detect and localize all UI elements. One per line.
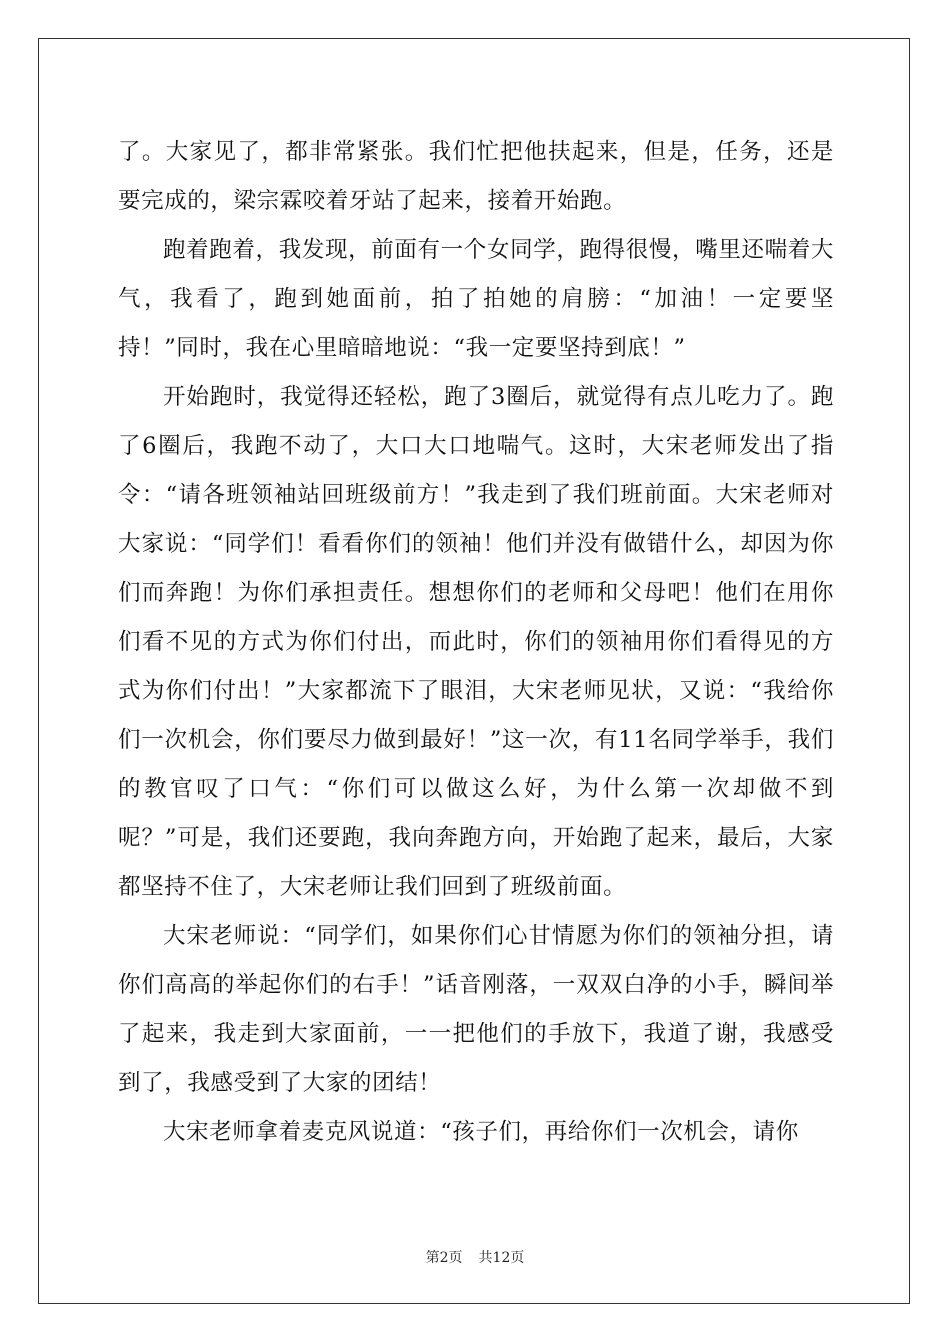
page-number: 第2页 [425,1250,463,1266]
paragraph-2: 跑着跑着，我发现，前面有一个女同学，跑得很慢，嘴里还喘着大气，我看了，跑到她面前，拍了拍她的肩膀：“加油！一定要坚持！”同时，我在心里暗暗地说：“我一定要坚持到底！” [118,237,834,361]
paragraph-5: 大宋老师拿着麦克风说道：“孩子们，再给你们一次机会，请你 [163,1119,799,1145]
document-body [118,128,834,1157]
paragraph-4: 大宋老师说：“同学们，如果你们心甘情愿为你们的领袖分担，请你们高高的举起你们的右手！”话音刚落，一双双白净的小手，瞬间举了起来，我走到大家面前，一一把他们的手放下，我道了谢，我感受到了，我感受到了大家的团结！ [118,923,834,1096]
paragraph-1: 了。大家见了，都非常紧张。我们忙把他扶起来，但是，任务，还是要完成的，梁宗霖咬着牙站了起来，接着开始跑。 [118,139,834,214]
paragraph-3: 开始跑时，我觉得还轻松，跑了3圈后，就觉得有点儿吃力了。跑了6圈后，我跑不动了，大口大口地喘气。这时，大宋老师发出了指令：“请各班领袖站回班级前方！”我走到了我们班前面。大宋老师对大家说：“同学们！看看你们的领袖！他们并没有做错什么，却因为你们而奔跑！为你们承担责任。想想你们的老师和父母吧！他们在用你们看不见的方式为你们付出，而此时，你们的领袖用你们看得见的方式为你们付出！”大家都流下了眼泪，大宋老师见状，又说：“我给你们一次机会，你们要尽力做到最好！”这一次，有11名同学举手，我们的教官叹了口气：“你们可以做这么好，为什么第一次却做不到呢？”可是，我们还要跑，我向奔跑方向，开始跑了起来，最后，大家都坚持不住了，大宋老师让我们回到了班级前面。 [118,384,834,900]
page-footer [0,1247,950,1267]
page-total: 共12页 [478,1250,525,1266]
